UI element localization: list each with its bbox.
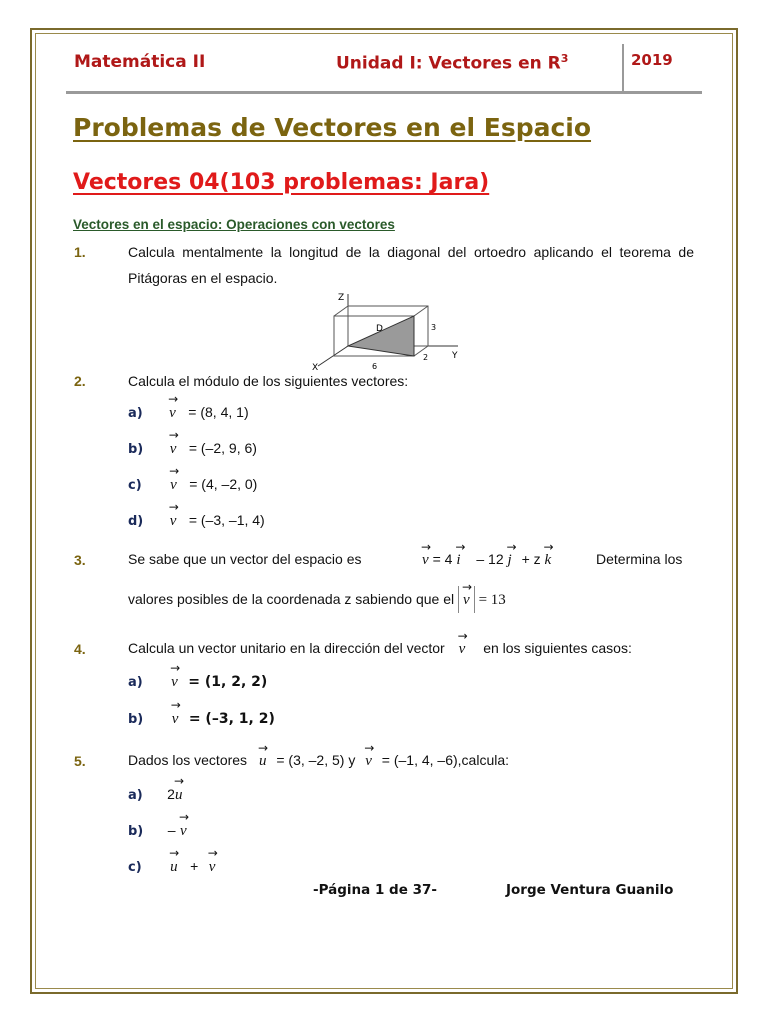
problem-5-text bbox=[128, 747, 509, 774]
unit-vector-k: → k bbox=[545, 547, 552, 573]
item-label: c) bbox=[128, 860, 142, 875]
vector-v: → v bbox=[170, 441, 177, 458]
problem-4-text1: Calcula un vector unitario en la dirección del vector bbox=[128, 640, 445, 656]
cuboid-edge bbox=[334, 306, 348, 316]
problem-2-text: Calcula el módulo de los siguientes vectores: bbox=[128, 373, 409, 389]
vector-v: → v bbox=[422, 547, 429, 573]
vector-v-value: = (–1, 4, –6),calcula: bbox=[381, 752, 510, 768]
unit-title-exponent: 3 bbox=[560, 52, 569, 65]
problem-5a bbox=[128, 786, 182, 804]
vector-v: → v bbox=[209, 859, 216, 876]
problem-3-line2 bbox=[128, 586, 506, 613]
problem-3-number: 3. bbox=[74, 552, 86, 568]
problem-3-text2: valores posibles de la coordenada z sabiendo que el bbox=[128, 591, 455, 607]
vector-u: → u bbox=[259, 748, 267, 774]
eq-part: + z bbox=[521, 551, 541, 567]
cuboid-edge bbox=[414, 306, 428, 316]
diagonal-label: D bbox=[376, 324, 383, 334]
problem-5-number: 5. bbox=[74, 753, 86, 769]
problem-4-text bbox=[128, 635, 632, 662]
problem-1-number: 1. bbox=[74, 244, 86, 260]
vector-value: = (4, –2, 0) bbox=[189, 476, 258, 492]
unit-title-text: Unidad I: Vectores en R bbox=[336, 53, 561, 74]
header-divider-horizontal bbox=[66, 91, 702, 94]
problem-4a bbox=[128, 673, 267, 691]
problem-5b bbox=[128, 822, 187, 840]
cuboid-figure bbox=[308, 288, 472, 372]
page-subtitle: Vectores 04(103 problemas: Jara) bbox=[73, 170, 490, 195]
vector-v: → v bbox=[169, 405, 176, 422]
problem-5c bbox=[128, 858, 215, 876]
vector-v: → v bbox=[365, 748, 372, 774]
item-label: b) bbox=[128, 712, 144, 727]
problem-2a bbox=[128, 404, 249, 422]
problem-4b bbox=[128, 710, 275, 728]
vector-value: = (–3, 1, 2) bbox=[188, 711, 275, 727]
item-label: a) bbox=[128, 788, 143, 803]
x-axis-label: X bbox=[312, 363, 319, 372]
vector-v: → v bbox=[170, 513, 177, 530]
height-label: 3 bbox=[431, 323, 437, 332]
operator: + bbox=[190, 858, 199, 874]
item-label: d) bbox=[128, 514, 144, 529]
problem-4-text2: en los siguientes casos: bbox=[483, 640, 632, 656]
vector-v: → v bbox=[459, 636, 466, 662]
problem-5-text1: Dados los vectores bbox=[128, 752, 248, 768]
diagonal-triangle bbox=[348, 316, 414, 356]
section-heading: Vectores en el espacio: Operaciones con vectores bbox=[73, 217, 395, 232]
problem-1-text: Calcula mentalmente la longitud de la diagonal del ortoedro aplicando el teorema de Pitágoras en el espacio. bbox=[128, 244, 694, 286]
item-label: a) bbox=[128, 406, 143, 421]
problem-2b bbox=[128, 440, 257, 458]
eq-part: – 12 bbox=[476, 551, 504, 567]
vector-u-value: = (3, –2, 5) y bbox=[276, 752, 356, 768]
magnitude-value: = 13 bbox=[478, 592, 506, 608]
course-name: Matemática II bbox=[74, 52, 206, 72]
vector-v: → v bbox=[180, 823, 187, 840]
vector-v: → v bbox=[463, 587, 470, 613]
vector-v: → v bbox=[172, 711, 179, 728]
item-label: b) bbox=[128, 824, 144, 839]
unit-title bbox=[336, 52, 568, 74]
page-number: -Página 1 de 37- bbox=[313, 882, 437, 898]
unit-vector-j: → j bbox=[508, 547, 512, 573]
header-divider-vertical bbox=[622, 44, 624, 91]
vector-u: → u bbox=[170, 859, 178, 876]
scalar: – bbox=[167, 822, 176, 838]
page-title: Problemas de Vectores en el Espacio bbox=[73, 113, 592, 142]
vector-value: = (8, 4, 1) bbox=[188, 404, 249, 420]
problem-3-text-end: Determina los bbox=[596, 551, 683, 567]
author-name: Jorge Ventura Guanilo bbox=[506, 882, 674, 898]
unit-vector-i: → i bbox=[456, 547, 460, 573]
vector-value: = (–3, –1, 4) bbox=[188, 512, 265, 528]
vector-v: → v bbox=[170, 477, 177, 494]
vector-u: → u bbox=[175, 787, 183, 804]
year-label: 2019 bbox=[631, 51, 673, 69]
z-axis-label: Z bbox=[338, 293, 345, 303]
problem-4-number: 4. bbox=[74, 641, 86, 657]
problem-3-equation bbox=[422, 546, 551, 573]
item-label: a) bbox=[128, 675, 143, 690]
y-axis-label: Y bbox=[452, 351, 458, 361]
problem-3-text: Se sabe que un vector del espacio es bbox=[128, 551, 362, 567]
vector-v: → v bbox=[171, 674, 178, 691]
eq-part: = 4 bbox=[432, 551, 453, 567]
vector-magnitude bbox=[458, 586, 475, 613]
length-label: 6 bbox=[372, 362, 378, 371]
problem-3-line1-left bbox=[128, 546, 362, 572]
width-label: 2 bbox=[423, 353, 429, 362]
item-label: b) bbox=[128, 442, 144, 457]
vector-value: = (–2, 9, 6) bbox=[188, 440, 257, 456]
vector-value: = (1, 2, 2) bbox=[188, 674, 268, 690]
problem-2d bbox=[128, 512, 265, 530]
item-label: c) bbox=[128, 478, 142, 493]
problem-2c bbox=[128, 476, 257, 494]
problem-2-number: 2. bbox=[74, 373, 86, 389]
scalar: 2 bbox=[167, 786, 175, 802]
